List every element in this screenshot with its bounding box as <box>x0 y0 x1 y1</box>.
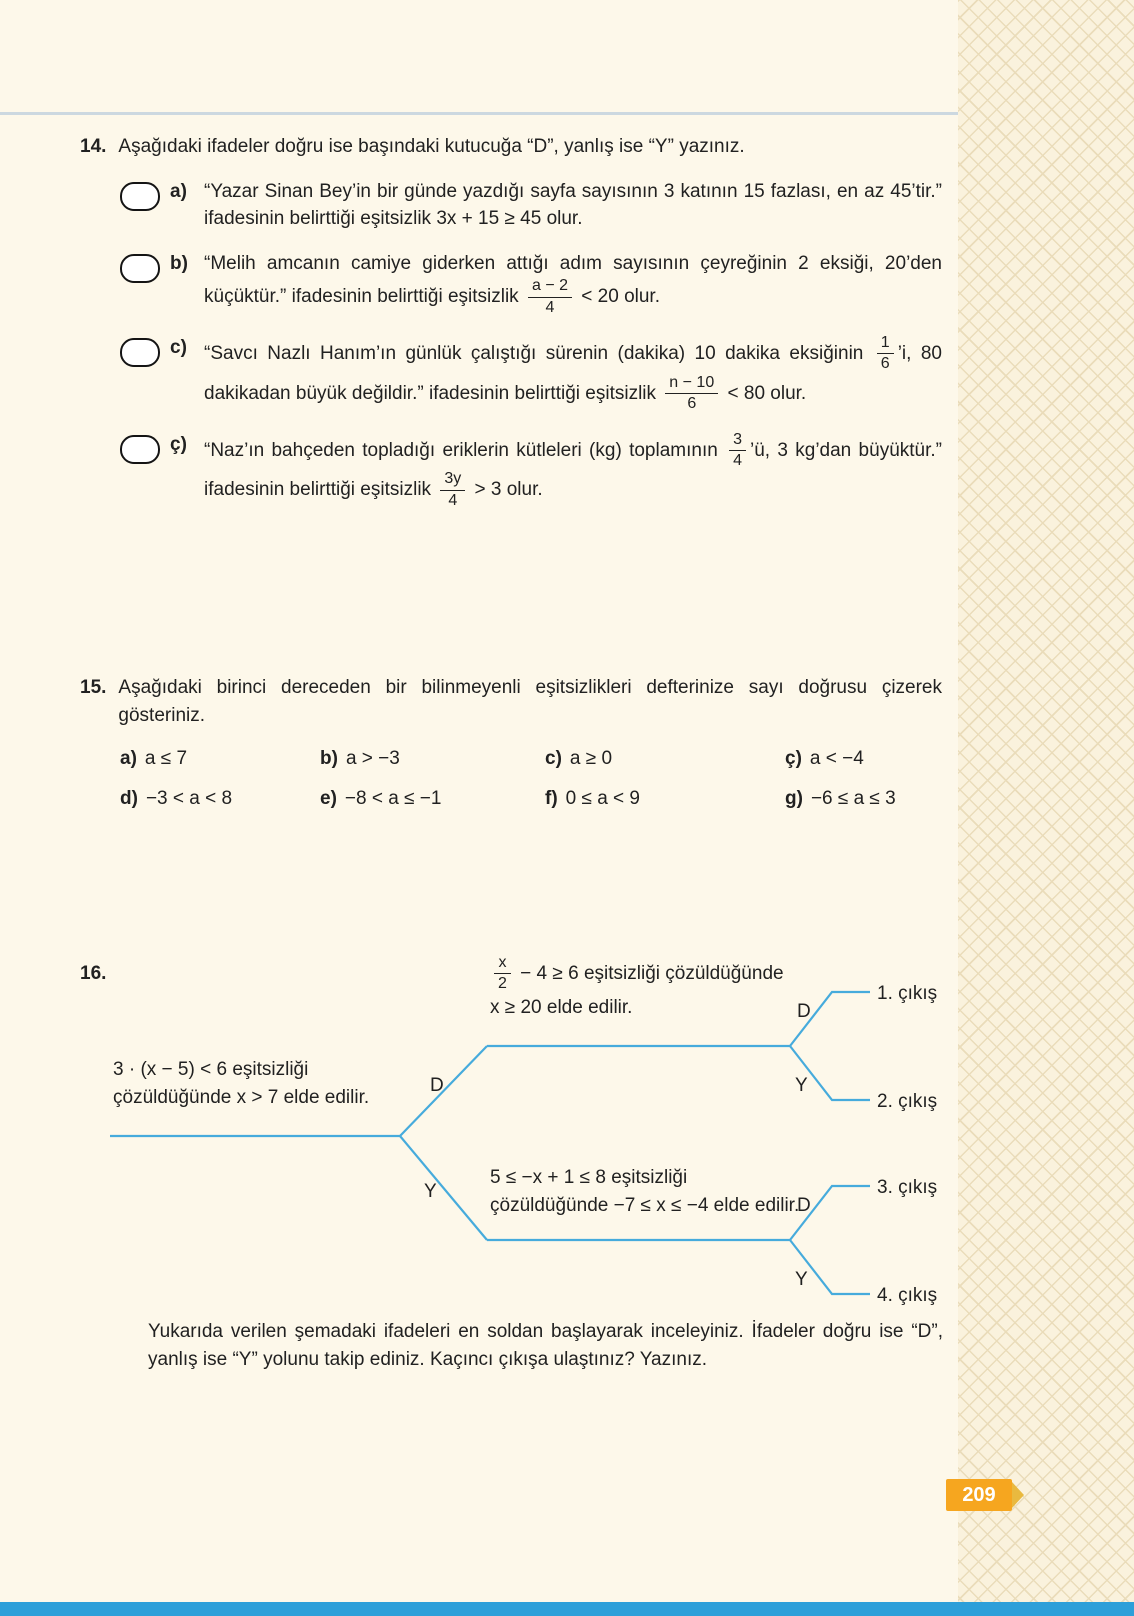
item-label: c) <box>545 748 562 770</box>
item-label: a) <box>120 748 137 770</box>
answer-box-b[interactable] <box>120 254 160 283</box>
fraction: $\frac{3}{4}$ <box>729 431 746 471</box>
inequality-expression: −8 < a ≤ −1 <box>344 787 442 809</box>
true-false-item-c <box>80 334 942 414</box>
fraction: $\frac{n - 10}{6}$ <box>665 374 718 414</box>
inequality-item-f <box>545 785 785 813</box>
item-label: g) <box>785 787 803 809</box>
answer-box-cc[interactable] <box>120 435 160 464</box>
fraction: $\frac{1}{6}$ <box>877 334 894 374</box>
true-false-item-b <box>80 250 942 317</box>
exit-4: 4. çıkış <box>877 1285 938 1306</box>
item-label: e) <box>320 787 337 809</box>
fraction: $\frac{3y}{4}$ <box>440 470 465 510</box>
inequality-expression: a ≥ 0 <box>569 748 613 770</box>
page-number: 209 <box>962 1483 996 1506</box>
inequality-expression: 0 ≤ a < 9 <box>565 787 640 809</box>
item-label-a: a) <box>170 180 187 202</box>
item-label: f) <box>545 787 558 809</box>
true-false-item-cc <box>80 431 942 511</box>
answer-box-a[interactable] <box>120 182 160 211</box>
exit-2: 2. çıkış <box>877 1091 938 1112</box>
branch-label-bottom-d: D <box>797 1195 811 1216</box>
inequality-item-g <box>785 785 942 813</box>
question-15-number: 15. <box>80 677 107 698</box>
item-label-b: b) <box>170 252 188 274</box>
item-text-b: “Melih amcanın camiye giderken attığı adım sayısının çeyreğinin 2 eksiği, 20’den küçüktür.” ifadesinin belirttiği eşitsizlik $\frac{a - 2}{4}$ < 20 olur. <box>204 252 942 316</box>
question-15 <box>80 674 942 812</box>
tree-bottom-statement: 5 ≤ −x + 1 ≤ 8 eşitsizliği çözüldüğünde −7 ≤ x ≤ −4 elde edilir. <box>490 1167 800 1216</box>
inequality-item-a <box>120 745 320 773</box>
inequality-expression: a ≤ 7 <box>144 748 188 770</box>
branch-label-root-d: D <box>430 1075 444 1096</box>
inequality-expression: −3 < a < 8 <box>145 787 233 809</box>
item-text-a: “Yazar Sinan Bey’in bir günde yazdığı sayfa sayısının 3 katının 15 fazlası, en az 45’tir.” ifadesinin belirttiği eşitsizlik 3x + 15 ≥ 45 olur. <box>204 180 942 230</box>
item-label-c: c) <box>170 336 187 358</box>
inequality-grid <box>80 745 942 812</box>
inequality-item-e <box>320 785 545 813</box>
branch-label-top-y: Y <box>795 1075 808 1096</box>
inequality-expression: a < −4 <box>809 748 864 770</box>
exit-1: 1. çıkış <box>877 983 938 1004</box>
question-14-number: 14. <box>80 136 107 157</box>
tree-top-statement: $\frac{x}{2}$ − 4 ≥ 6 eşitsizliği çözüldüğünde x ≥ 20 elde edilir. <box>490 954 784 1018</box>
bottom-bar <box>0 1602 1134 1616</box>
fraction: $\frac{a - 2}{4}$ <box>528 277 572 317</box>
true-false-item-a <box>80 178 942 233</box>
top-divider <box>0 112 958 115</box>
page-number-tab <box>946 1479 1012 1511</box>
item-text-c: “Savcı Nazlı Hanım’ın günlük çalıştığı sürenin (dakika) 10 dakika eksiğinin $\frac{1}{6}$ ’i, 80 dakikadan büyük değildir.” ifadesinin belirttiği eşitsizlik $\frac{n - 10}{6}$ < 80 olur. <box>204 333 942 413</box>
item-label: d) <box>120 787 138 809</box>
inequality-item-d <box>120 785 320 813</box>
branch-label-bottom-y: Y <box>795 1269 808 1290</box>
exit-3: 3. çıkış <box>877 1177 938 1198</box>
tree-root-statement: 3 · (x − 5) < 6 eşitsizliği çözüldüğünde x > 7 elde edilir. <box>113 1059 370 1108</box>
item-text-cc: “Naz’ın bahçeden topladığı eriklerin kütleleri (kg) toplamının $\frac{3}{4}$ ’ü, 3 kg’dan büyüktür.” ifadesinin belirttiği eşitsizlik $\frac{3y}{4}$ > 3 olur. <box>204 430 942 509</box>
answer-box-c[interactable] <box>120 338 160 367</box>
decorative-crosshatch-pattern <box>958 0 1134 1616</box>
branch-label-root-y: Y <box>424 1181 437 1202</box>
inequality-expression: a > −3 <box>345 748 400 770</box>
inequality-item-c <box>545 745 785 773</box>
question-16 <box>0 952 960 1312</box>
branch-label-top-d: D <box>797 1001 811 1022</box>
fraction: $\frac{x}{2}$ <box>494 954 511 994</box>
inequality-item-cc <box>785 745 942 773</box>
question-14 <box>80 133 942 510</box>
question-16-number: 16. <box>80 963 107 984</box>
question-14-prompt: Aşağıdaki ifadeler doğru ise başındaki kutucuğa “D”, yanlış ise “Y” yazınız. <box>118 136 745 157</box>
decision-tree-lines <box>0 952 960 1312</box>
inequality-expression: −6 ≤ a ≤ 3 <box>810 787 896 809</box>
item-label: ç) <box>785 748 802 770</box>
question-15-prompt: Aşağıdaki birinci dereceden bir bilinmeyenli eşitsizlikleri defterinize sayı doğrusu çizerek gösteriniz. <box>118 677 942 726</box>
inequality-item-b <box>320 745 545 773</box>
item-label: b) <box>320 748 338 770</box>
question-16-instructions: Yukarıda verilen şemadaki ifadeleri en soldan başlayarak inceleyiniz. İfadeler doğru ise “D”, yanlış ise “Y” yolunu takip ediniz. Kaçıncı çıkışa ulaştınız? Yazınız. <box>148 1321 943 1370</box>
item-label-cc: ç) <box>170 433 187 455</box>
